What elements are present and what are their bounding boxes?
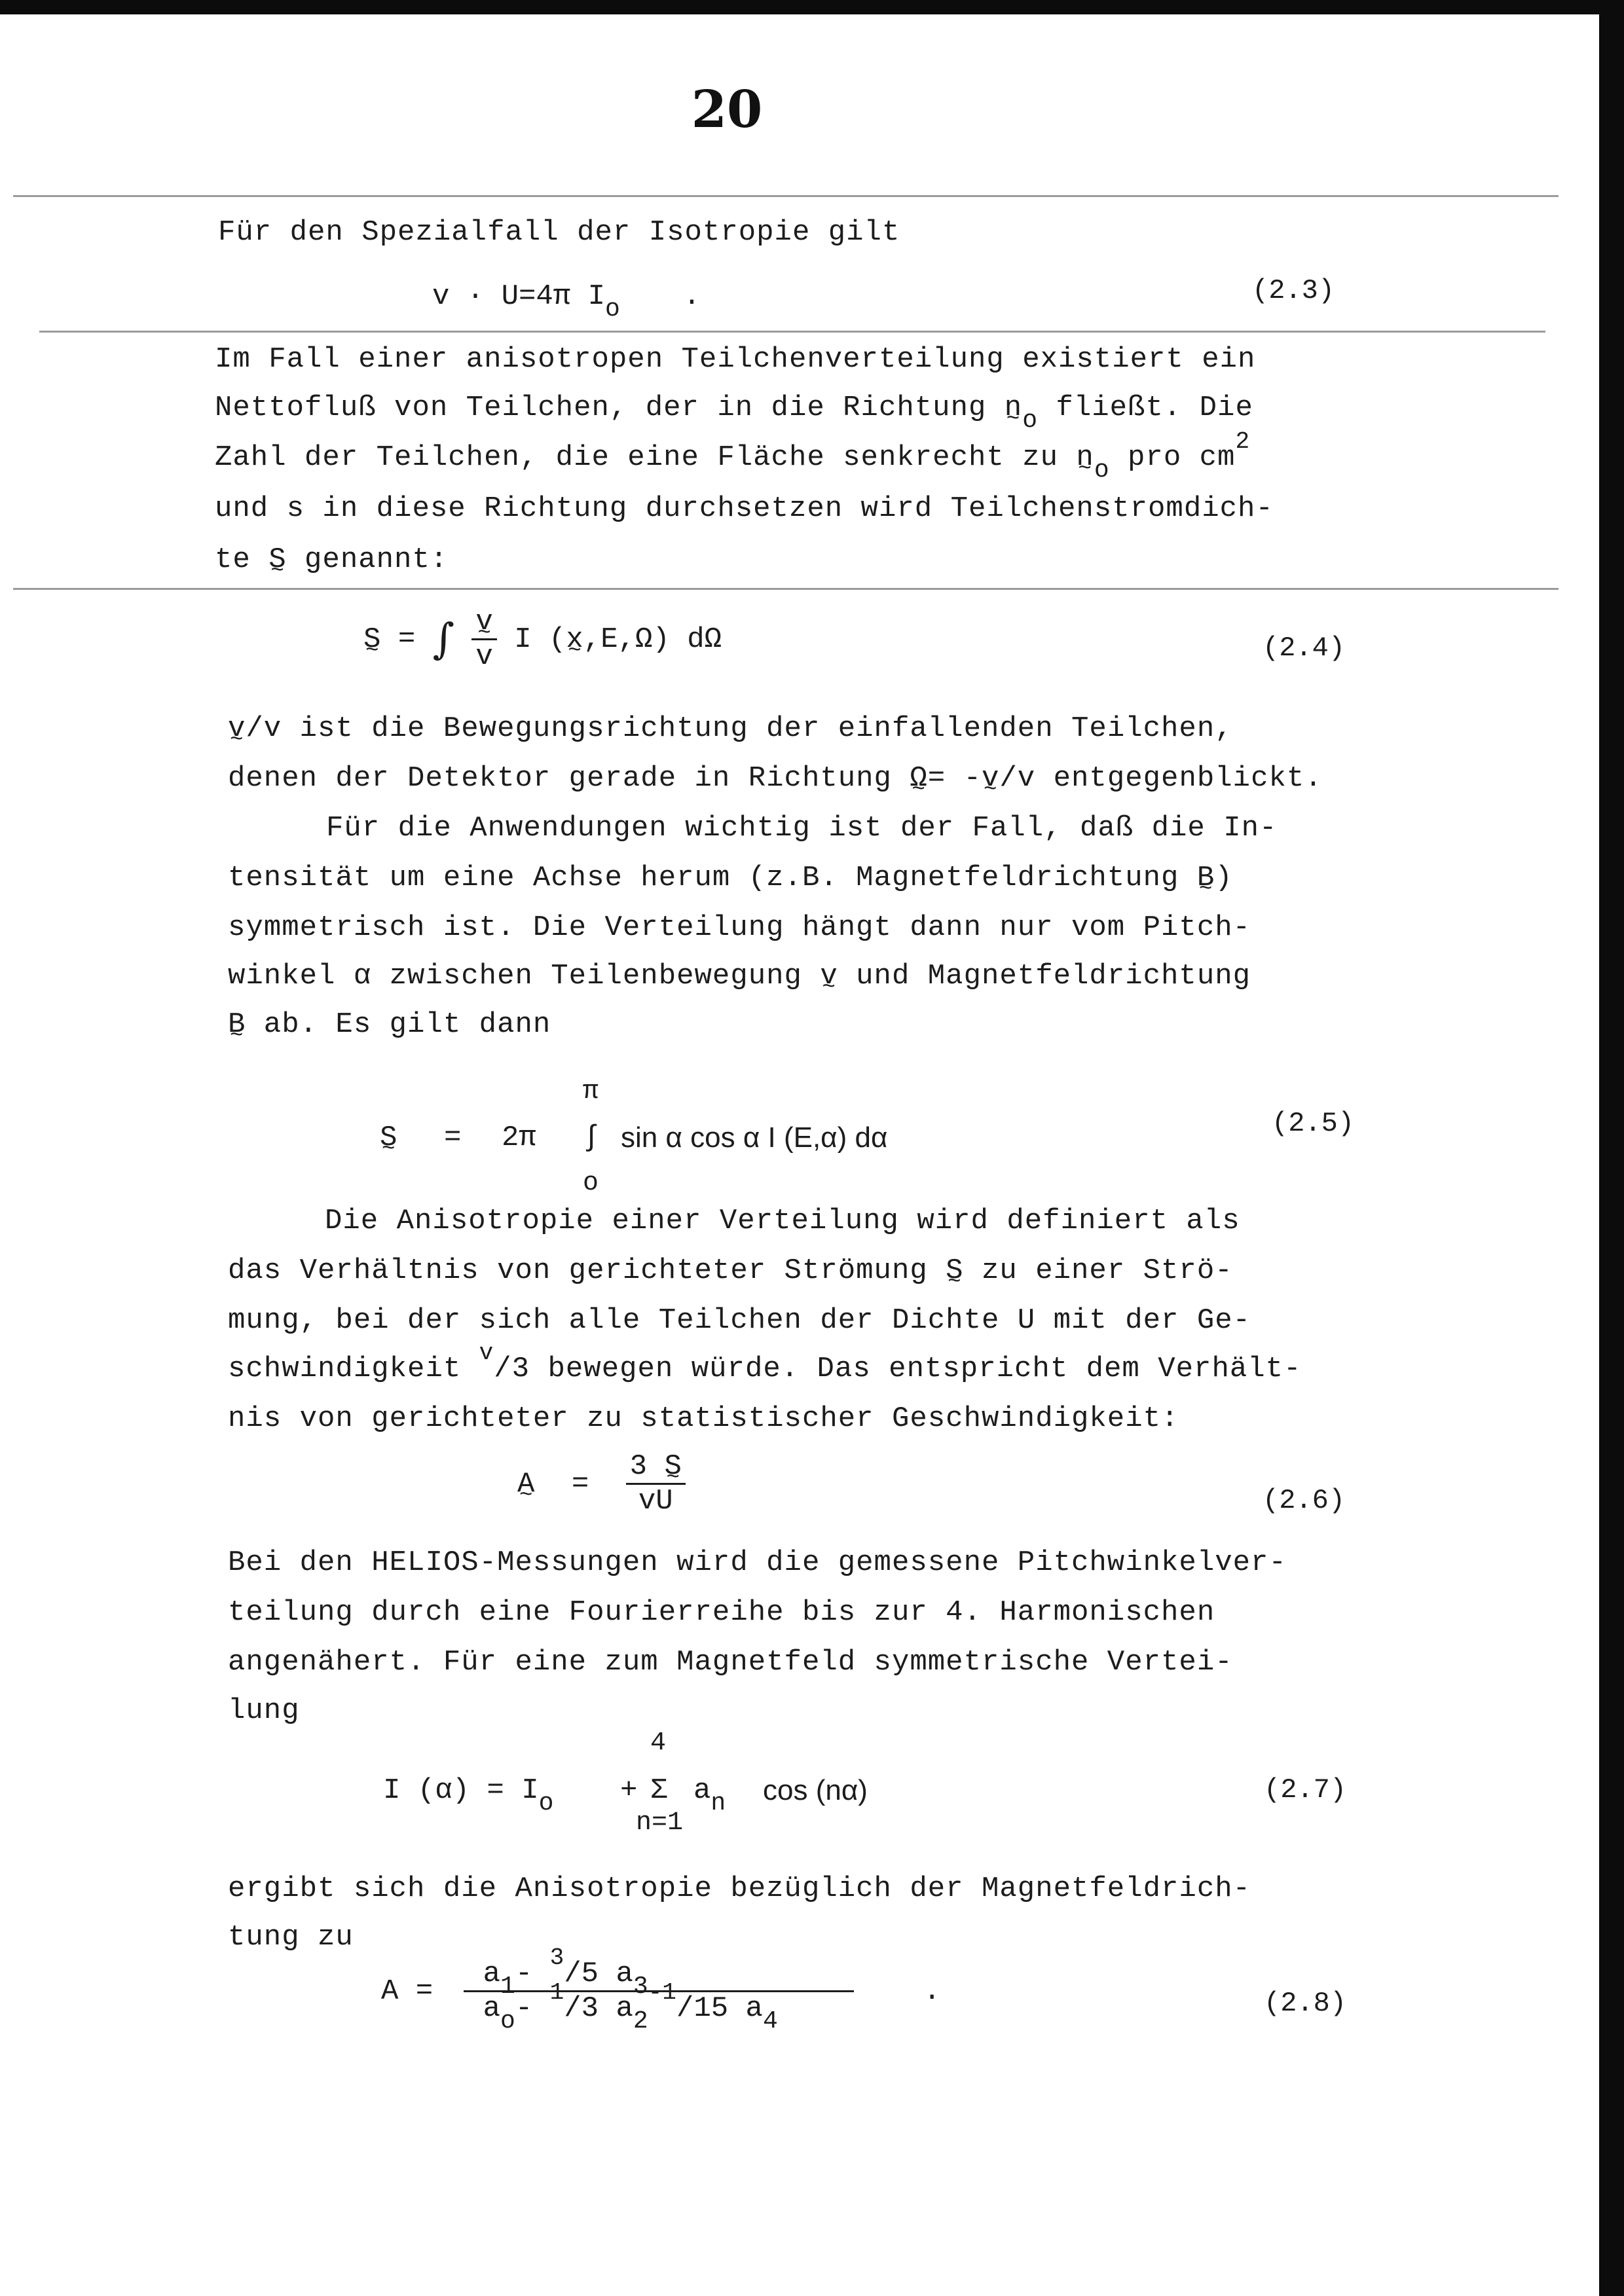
- fraction-denominator: vU: [638, 1485, 673, 1518]
- equals-sign: =: [397, 623, 416, 656]
- text-segment: genannt:: [286, 543, 449, 576]
- fraction-numerator: v ~: [471, 606, 496, 640]
- sum-lower-limit: n=1: [635, 1808, 683, 1838]
- equation-number: (2.8): [1264, 1988, 1347, 2019]
- text-segment: pro cm: [1109, 441, 1236, 474]
- equation-2-3: [432, 280, 701, 323]
- coefficient-a: an: [693, 1774, 726, 1817]
- text-segment: /v ist die Bewegungsrichtung der einfallenden Teilchen,: [246, 712, 1233, 745]
- subscript: o: [538, 1789, 554, 1817]
- equals-sign: =: [571, 1467, 589, 1501]
- text-line: nis von gerichteter zu statistischer Geschwindigkeit:: [228, 1402, 1179, 1435]
- text-line: [228, 1339, 1302, 1385]
- vector-S: S ~: [268, 543, 286, 576]
- vector-S: S ~: [664, 1450, 681, 1483]
- text-line: tung zu: [228, 1921, 354, 1954]
- scan-rule: [13, 588, 1559, 590]
- text-line: [228, 862, 1233, 894]
- eq-lhs: A =: [381, 1975, 434, 2008]
- sum-upper-limit: 4: [650, 1728, 666, 1758]
- text-segment: zu einer Strö-: [963, 1254, 1233, 1287]
- text-line: [228, 1254, 1233, 1287]
- superscript: v: [479, 1339, 494, 1366]
- integral-upper-limit: π: [583, 1077, 599, 1106]
- text-line: [215, 428, 1251, 484]
- fraction: [626, 1450, 686, 1518]
- subscript: n: [710, 1789, 726, 1817]
- equation-number: (2.3): [1252, 275, 1335, 306]
- text-line: und s in diese Richtung durchsetzen wird Teilchenstromdich-: [215, 492, 1274, 525]
- fraction-denominator: v: [475, 640, 493, 673]
- integral-sign: ∫: [583, 1121, 600, 1154]
- text-segment: das Verhältnis von gerichteter Strömung: [228, 1254, 946, 1287]
- scan-rule: [39, 331, 1545, 333]
- fraction-denominator: ao- $^1$/3 $a2^{-1}/15$ a4: [483, 1979, 778, 2035]
- subscript: o: [1094, 456, 1110, 484]
- vector-B: B ~: [228, 1008, 246, 1041]
- vector-v: v ~: [820, 960, 838, 993]
- vector-A: A ~: [517, 1468, 534, 1501]
- eq-body: sin α cos α I (E,α) dα: [621, 1121, 888, 1154]
- equation-2-8: [381, 1944, 941, 2035]
- subscript: o: [1022, 407, 1039, 435]
- eq-subscript: o: [605, 295, 620, 323]
- equation-2-6: [517, 1450, 686, 1518]
- equals-sign: =: [444, 1121, 462, 1154]
- fraction-numerator: 3 S ~: [626, 1450, 686, 1485]
- text-segment: Zahl der Teilchen, die eine Fläche senkrecht zu: [215, 441, 1077, 474]
- text-line: [228, 762, 1323, 795]
- vector-S: S ~: [363, 623, 380, 656]
- text-line: Für den Spezialfall der Isotropie gilt: [218, 216, 900, 249]
- text-line: [228, 1008, 551, 1041]
- eq-body: cos (nα): [763, 1774, 868, 1806]
- vector-n: n ~: [1005, 392, 1022, 424]
- plus-sign: +: [620, 1774, 638, 1807]
- eq-period: .: [683, 280, 701, 313]
- text-line: [228, 960, 1251, 993]
- text-line: [215, 543, 448, 576]
- text-line: teilung durch eine Fourierreihe bis zur 4. Harmonischen: [228, 1596, 1215, 1629]
- text-segment: ): [1215, 862, 1233, 894]
- text-segment: ab. Es gilt dann: [246, 1008, 551, 1041]
- integral-lower-limit: o: [583, 1169, 599, 1198]
- text-segment: winkel α zwischen Teilenbewegung: [228, 960, 821, 993]
- text-segment: /v entgegenblickt.: [999, 762, 1323, 795]
- scan-border-top: [0, 0, 1624, 14]
- page-number: 20: [691, 80, 763, 139]
- text-segment: und Magnetfeldrichtung: [838, 960, 1251, 993]
- text-line: Für die Anwendungen wichtig ist der Fall, daß die In-: [326, 812, 1278, 845]
- vector-B: B ~: [1197, 862, 1215, 894]
- text-line: angenähert. Für eine zum Magnetfeld symmetrische Vertei-: [228, 1646, 1233, 1679]
- text-segment: denen der Detektor gerade in Richtung: [228, 762, 910, 795]
- vector-n: n ~: [1076, 441, 1094, 474]
- vector-S: S ~: [946, 1254, 963, 1287]
- text-line: Bei den HELIOS-Messungen wird die gemessene Pitchwinkelver-: [228, 1546, 1287, 1579]
- text-line: lung: [228, 1694, 300, 1727]
- text-line: symmetrisch ist. Die Verteilung hängt dann nur vom Pitch-: [228, 911, 1251, 944]
- fraction: [464, 1944, 854, 2035]
- scan-rule: [13, 195, 1559, 197]
- equation-number: (2.5): [1272, 1108, 1355, 1139]
- eq-period: .: [923, 1975, 941, 2008]
- text-line: mung, bei der sich alle Teilchen der Dichte U mit der Ge-: [228, 1304, 1251, 1337]
- eq-lhs: v · U=4π I: [432, 280, 606, 313]
- text-line: [215, 392, 1253, 435]
- equation-number: (2.7): [1264, 1774, 1347, 1806]
- eq-lhs: I (α) = Io: [383, 1774, 554, 1817]
- equation-2-4: [363, 606, 722, 673]
- vector-x: x ~: [566, 623, 583, 656]
- text-line: Die Anisotropie einer Verteilung wird definiert als: [325, 1205, 1240, 1237]
- fraction-numerator: a1- $^3$/5 a3: [464, 1958, 854, 1992]
- sigma-sign: Σ: [650, 1774, 668, 1807]
- eq-coefficient: 2π: [502, 1121, 536, 1154]
- integral-sign: ∫: [432, 615, 454, 664]
- text-segment: tensität um eine Achse herum (z.B. Magnetfeldrichtung: [228, 862, 1197, 894]
- scan-border-right: [1599, 0, 1624, 2296]
- equation-number: (2.6): [1263, 1485, 1346, 1516]
- vector-v: v ~: [228, 712, 246, 745]
- text-segment: fließt. Die: [1038, 392, 1253, 424]
- text-segment: /3 bewegen würde. Das entspricht dem Verhält-: [494, 1353, 1302, 1385]
- text-segment: schwindigkeit: [228, 1353, 479, 1385]
- text-segment: Nettofluß von Teilchen, der in die Richtung: [215, 392, 1005, 424]
- vector-S: S ~: [380, 1121, 397, 1154]
- text-line: [228, 712, 1233, 745]
- fraction-v-over-v: [471, 606, 496, 673]
- vector-omega: Ω ~: [910, 762, 927, 795]
- text-line: ergibt sich die Anisotropie bezüglich der Magnetfeldrich-: [228, 1872, 1251, 1905]
- equation-number: (2.4): [1263, 632, 1346, 664]
- vector-v: v ~: [982, 762, 999, 795]
- eq-body: I (x ~,E,Ω) dΩ: [514, 623, 722, 656]
- text-segment: = -: [927, 762, 982, 795]
- text-segment: te: [215, 543, 269, 576]
- superscript: 2: [1235, 428, 1251, 455]
- text-line: Im Fall einer anisotropen Teilchenverteilung existiert ein: [215, 343, 1256, 376]
